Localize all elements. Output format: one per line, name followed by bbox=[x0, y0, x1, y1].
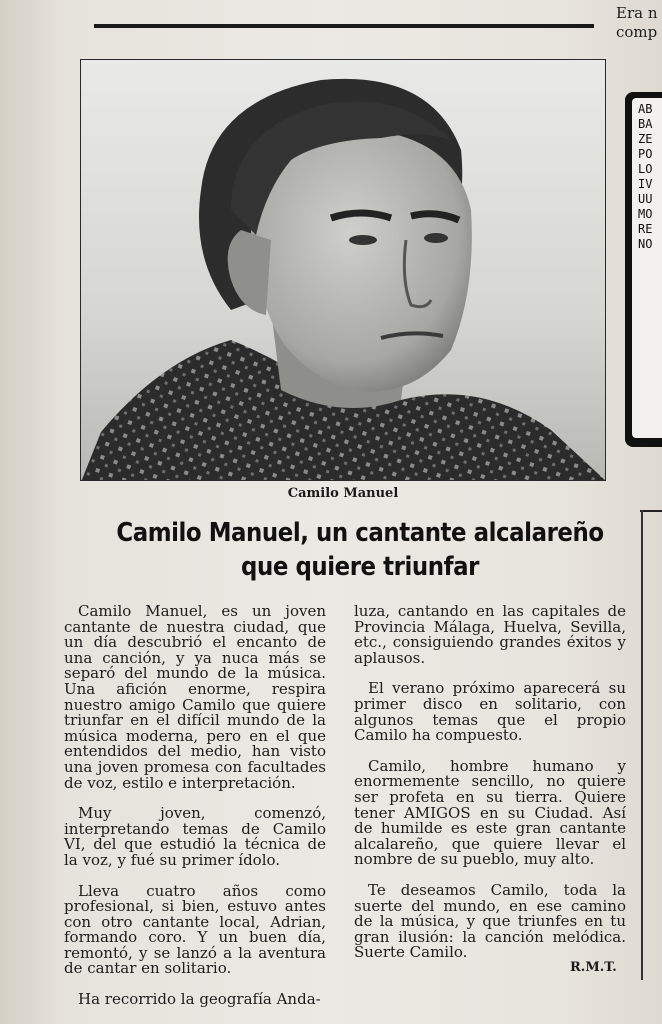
paragraph: Camilo, hombre humano y enormemente sencillo, no quiere ser profeta en su tierra. Quiere tener AMIGOS en su Ciudad. Así de humilde es este gran cantante alcalareño, que quiere llevar el nombre de su pueblo, muy alto. bbox=[354, 756, 626, 869]
article-column-right bbox=[354, 604, 626, 976]
paragraph: Ha recorrido la geografía Anda- bbox=[78, 990, 321, 1009]
adjacent-article-rule bbox=[640, 510, 662, 512]
paragraph: Te deseamos Camilo, toda la suerte del mundo, en ese camino de la música, y que triunfes en tu gran ilusión: la canción melódica. Suerte Camilo. bbox=[354, 880, 626, 962]
portrait-photo bbox=[80, 59, 606, 481]
photo-caption: Camilo Manuel bbox=[287, 486, 399, 501]
top-rule-divider bbox=[94, 24, 594, 28]
paragraph: Lleva cuatro años como profesional, si bien, estuvo antes con otro cantante local, Adrian, formando coro. Y un buen día, remontó, y se lanzó a la aventura de cantar en solitario. bbox=[64, 881, 326, 978]
paragraph: Camilo Manuel, es un joven cantante de nuestra ciudad, que un día descubrió el encanto de una canción, y ya nuca más se separó del mundo de la música. Una afición enorme, respira nuestro amigo Camilo que quiere triunfar en el difícil mundo de la música moderna, pero en el que entendidos del medio, han visto una joven promesa con facultades de voz, estilo e interpretación. bbox=[64, 602, 326, 792]
corner-line-2: comp bbox=[616, 23, 658, 41]
paragraph: El verano próximo aparecerá su primer disco en solitario, con algunos temas que el propio Camilo ha compuesto. bbox=[354, 679, 626, 745]
paragraph: Muy joven, comenzó, interpretando temas de Camilo VI, del que estudió la técnica de la voz, y fué su primer ídolo. bbox=[64, 804, 326, 869]
paragraph-continuation: luza, cantando en las capitales de Provincia Málaga, Huelva, Sevilla, etc., consiguiendo grandes éxitos y aplausos. bbox=[354, 602, 626, 667]
author-signature: R.M.T. bbox=[570, 960, 617, 975]
article-headline: Camilo Manuel, un cantante alcalareño que quiere triunfar bbox=[116, 518, 604, 582]
corner-line-1: Era n bbox=[616, 4, 658, 22]
cut-off-corner-text bbox=[616, 4, 658, 42]
side-advertisement-text: ABBAZEPOLOIVUUMORENO bbox=[638, 102, 653, 251]
adjacent-article-border bbox=[641, 510, 643, 980]
article-column-left bbox=[64, 604, 326, 1023]
portrait-illustration bbox=[81, 60, 606, 481]
